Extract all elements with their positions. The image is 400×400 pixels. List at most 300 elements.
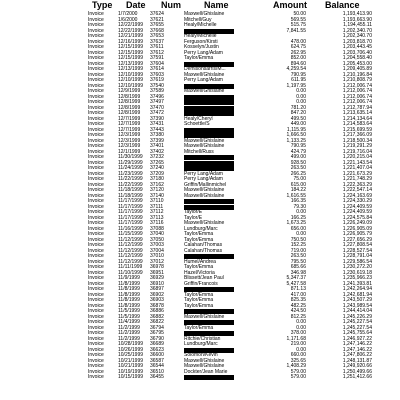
cell-num: 37120 [150, 187, 164, 193]
cell-type: Invoice [88, 335, 104, 342]
cell-date: 1/7/2000 [118, 11, 138, 17]
cell-num: 37402 [150, 148, 164, 155]
cell-name: Mitchell/Guy [184, 16, 212, 23]
cell-date: 12/9/1999 [118, 88, 141, 94]
cell-type: Invoice [88, 170, 104, 177]
cell-type: Invoice [88, 280, 104, 287]
cell-amount: 378.00 [290, 330, 306, 336]
cell-type: Invoice [88, 275, 104, 281]
cell-type: Invoice [88, 357, 104, 364]
cell-balance: 1,212,006.74 [342, 99, 372, 105]
cell-name: Maxwell/Ghislaine [184, 363, 225, 369]
cell-name: Schoettle/S [184, 121, 210, 127]
cell-type: Invoice [88, 214, 104, 221]
cell-balance: 1,221,673.29 [342, 170, 372, 177]
cell-num: 37012 [150, 258, 164, 265]
cell-balance: 1,245,227.54 [342, 324, 372, 331]
cell-date: 12/10/1999 [118, 77, 144, 83]
cell-amount: 795.50 [290, 258, 306, 265]
cell-type: Invoice [88, 38, 104, 45]
cell-date: 11/18/1999 [118, 187, 143, 193]
cell-name: Perry Lang/Adam [184, 176, 223, 182]
cell-num: 37110 [150, 198, 164, 204]
cell-date: 12/7/1999 [118, 121, 141, 127]
table-row [0, 375, 400, 381]
cell-date: 11/24/1999 [118, 165, 143, 171]
cell-name: Taylor/Emma [184, 236, 214, 243]
cell-type: Invoice [88, 110, 104, 116]
cell-balance: 1,249,920.66 [342, 363, 372, 369]
cell-type: Invoice [88, 176, 104, 182]
cell-amount: 0.00 [296, 324, 306, 331]
cell-date: 11/8/1999 [118, 297, 140, 303]
cell-date: 10/15/1999 [118, 374, 144, 380]
col-name-header: Name [204, 0, 229, 10]
cell-date: 12/3/1999 [118, 137, 141, 144]
cell-amount: 1,115.95 [286, 126, 306, 133]
cell-name: Perry Lang/Adam [184, 49, 223, 56]
cell-date: 11/12/1999 [118, 258, 143, 265]
cell-amount: 166.25 [290, 214, 306, 221]
redaction-bar [184, 100, 234, 105]
cell-amount: 0.00 [296, 319, 306, 325]
cell-amount: 1,197.95 [286, 82, 306, 89]
cell-amount: 825.35 [290, 297, 306, 303]
cell-amount: 685.66 [290, 264, 306, 270]
cell-balance: 1,224,409.59 [342, 203, 372, 210]
cell-amount: 266.25 [290, 170, 306, 177]
cell-type: Invoice [88, 341, 104, 347]
cell-num: 37390 [150, 115, 164, 122]
cell-amount: 0.00 [296, 99, 306, 105]
cell-balance: 1,226,905.09 [342, 225, 372, 232]
cell-num: 36886 [150, 308, 164, 314]
cell-date: 12/3/1999 [118, 143, 141, 149]
cell-balance: 1,244,414.04 [342, 308, 372, 314]
cell-amount: 262.95 [290, 49, 306, 56]
cell-amount: 812.25 [290, 313, 306, 320]
cell-date: 10/21/1999 [118, 363, 144, 369]
cell-balance: 1,247,806.22 [342, 352, 372, 358]
cell-date: 11/11/1999 [118, 264, 143, 270]
cell-num: 37612 [150, 49, 164, 56]
cell-num: 37604 [150, 60, 164, 67]
cell-date: 10/19/1999 [118, 368, 144, 375]
cell-amount: 579.00 [290, 374, 306, 380]
cell-type: Invoice [88, 143, 104, 149]
cell-name: Perry Lang/Adam [184, 170, 223, 177]
cell-date: 11/15/1999 [118, 231, 143, 237]
cell-amount: 325.65 [290, 357, 306, 364]
cell-num: 37668 [150, 27, 164, 34]
cell-balance: 1,214,134.64 [342, 115, 372, 122]
cell-num: 37113 [150, 214, 164, 221]
cell-num: 36878 [150, 302, 164, 309]
cell-date: 11/2/1999 [118, 324, 140, 331]
cell-amount: 499.50 [290, 115, 306, 122]
cell-num: 37589 [150, 88, 164, 94]
cell-num: 37050 [150, 236, 164, 243]
cell-amount: 0.00 [296, 88, 306, 94]
cell-num: 37653 [150, 33, 164, 39]
cell-balance: 1,213,635.14 [342, 110, 372, 116]
redaction-bar [184, 95, 234, 100]
cell-balance: 1,220,215.04 [342, 154, 372, 160]
cell-amount: 0.00 [296, 93, 306, 100]
cell-name: Taylor/E [184, 214, 203, 221]
cell-type: Invoice [88, 203, 104, 210]
cell-date: 11/8/1999 [118, 302, 140, 309]
cell-amount: 1,408.29 [286, 363, 306, 369]
cell-balance: 1,203,706.40 [342, 49, 372, 56]
cell-amount: 4,259.54 [286, 66, 306, 72]
cell-num: 36929 [150, 275, 164, 281]
cell-num: 37637 [150, 38, 164, 45]
cell-name: Calahan/Thomas [184, 247, 223, 254]
cell-type: Invoice [88, 88, 104, 94]
cell-date: 11/16/1999 [118, 225, 143, 232]
cell-type: Invoice [88, 258, 104, 265]
cell-type: Invoice [88, 55, 104, 61]
cell-amount: 750.50 [290, 236, 306, 243]
cell-num: 36794 [150, 324, 164, 331]
cell-name: Ritchie/Christian [184, 335, 221, 342]
cell-type: Invoice [88, 181, 104, 188]
cell-type: Invoice [88, 192, 104, 199]
cell-name: Ferguson/Kirsti [184, 38, 218, 45]
cell-name: Solomon/Kevin [184, 352, 218, 358]
cell-balance: 1,209,405.89 [342, 66, 372, 72]
cell-num: 37603 [150, 71, 164, 78]
cell-num: 37497 [150, 99, 164, 105]
cell-num: 36623 [150, 346, 164, 353]
cell-num: 37232 [150, 154, 164, 160]
cell-type: Invoice [88, 313, 104, 320]
cell-balance: 1,204,558.40 [342, 55, 372, 61]
cell-date: 10/25/1999 [118, 352, 144, 358]
cell-date: 11/5/1999 [118, 308, 140, 314]
cell-amount: 790.95 [290, 143, 306, 149]
cell-amount: 624.75 [290, 44, 306, 50]
cell-amount: 5,347.37 [286, 275, 306, 281]
cell-num: 37621 [150, 16, 164, 23]
cell-balance: 1,242,264.94 [342, 286, 372, 292]
cell-date: 12/7/1999 [118, 126, 141, 133]
cell-type: Invoice [88, 148, 104, 155]
cell-date: 1/6/2000 [118, 16, 138, 23]
cell-amount: 1,666.50 [286, 132, 306, 138]
cell-amount: 781.20 [290, 104, 306, 111]
cell-amount: 569.55 [290, 16, 306, 23]
cell-amount: 184.22 [290, 187, 306, 193]
cell-type: Invoice [88, 247, 104, 254]
cell-num: 36795 [150, 330, 164, 336]
cell-type: Invoice [88, 319, 104, 325]
cell-amount: 1,133.25 [286, 137, 306, 144]
cell-balance: 1,224,163.69 [342, 192, 372, 199]
cell-amount: 478.00 [290, 38, 306, 45]
cell-num: 36903 [150, 297, 164, 303]
cell-amount: 79.30 [293, 203, 306, 210]
cell-date: 12/16/1999 [118, 38, 144, 45]
cell-name: Maxwell/Ghislaine [184, 357, 225, 364]
cell-balance: 1,215,699.59 [342, 126, 372, 133]
cell-date: 12/7/1999 [118, 115, 141, 122]
cell-balance: 1,245,226.29 [342, 313, 372, 320]
redaction-bar [184, 199, 234, 204]
cell-date: 12/21/1999 [118, 33, 144, 39]
cell-balance: 1,229,586.54 [342, 258, 372, 265]
cell-num: 37624 [150, 11, 164, 17]
cell-balance: 1,212,006.74 [342, 82, 372, 89]
cell-name: Taylor/Emma [184, 302, 214, 309]
cell-date: 12/10/1999 [118, 71, 144, 78]
cell-date: 11/22/1999 [118, 176, 143, 182]
cell-name: Maxwell/Ghislaine [184, 137, 225, 144]
cell-balance: 1,243,507.29 [342, 297, 372, 303]
table-header [0, 0, 400, 11]
cell-name: Griffin/Mallinmichel [184, 181, 227, 188]
cell-amount: 449.00 [290, 121, 306, 127]
cell-date: 10/21/1999 [118, 357, 144, 364]
cell-amount: 852.00 [290, 55, 306, 61]
cell-amount: 0.00 [296, 346, 306, 353]
cell-date: 11/22/1999 [118, 181, 143, 188]
cell-name: Taylor/Emma [184, 231, 214, 237]
cell-name: Hazel/Victoria [184, 269, 215, 276]
cell-num: 37111 [150, 203, 164, 210]
cell-amount: 515.75 [290, 22, 306, 28]
cell-type: Invoice [88, 220, 104, 226]
cell-name: Maxwell/Ghislaine [184, 187, 225, 193]
cell-balance: 1,230,272.20 [342, 264, 372, 270]
cell-balance: 1,212,006.74 [342, 88, 372, 94]
cell-balance: 1,247,146.22 [342, 346, 372, 353]
cell-balance: 1,227,808.54 [342, 242, 372, 248]
cell-date: 11/17/1999 [118, 209, 143, 215]
cell-balance: 1,247,146.22 [342, 341, 372, 347]
cell-num: 36587 [150, 357, 164, 364]
cell-balance: 1,243,989.54 [342, 302, 372, 309]
cell-type: Invoice [88, 93, 104, 100]
cell-num: 36689 [150, 341, 164, 347]
cell-num: 36978 [150, 264, 164, 270]
cell-balance: 1,221,748.29 [342, 176, 372, 182]
cell-num: 37003 [150, 242, 164, 248]
cell-num: 37496 [150, 93, 164, 100]
cell-num: 37116 [150, 220, 164, 226]
cell-balance: 1,221,143.54 [342, 159, 372, 166]
cell-type: Invoice [88, 27, 104, 34]
cell-type: Invoice [88, 137, 104, 144]
cell-type: Invoice [88, 346, 104, 353]
cell-name: Dockter/Jean Marie [184, 368, 228, 375]
cell-num: 37591 [150, 55, 164, 61]
col-balance-header: Balance [325, 0, 360, 10]
cell-date: 11/12/1999 [118, 242, 143, 248]
cell-num: 36600 [150, 352, 164, 358]
cell-type: Invoice [88, 330, 104, 336]
cell-num: 37040 [150, 231, 164, 237]
cell-balance: 1,203,443.45 [342, 44, 372, 50]
cell-amount: 482.25 [290, 302, 306, 309]
cell-type: Invoice [88, 44, 104, 50]
cell-amount: 5,427.58 [286, 280, 306, 287]
cell-num: 36910 [150, 280, 164, 287]
cell-type: Invoice [88, 352, 104, 358]
cell-type: Invoice [88, 82, 104, 89]
cell-name: Maxwell/Ghislaine [184, 143, 225, 149]
cell-amount: 424.50 [290, 308, 306, 314]
cell-amount: 0.00 [296, 231, 306, 237]
cell-balance: 1,246,927.22 [342, 335, 372, 342]
cell-date: 11/8/1999 [118, 291, 140, 298]
cell-date: 12/3/1999 [118, 132, 141, 138]
cell-type: Invoice [88, 16, 104, 23]
cell-balance: 1,214,583.64 [342, 121, 372, 127]
cell-balance: 1,235,966.23 [342, 275, 372, 281]
cell-name: Maxwell/Ghislaine [184, 313, 225, 320]
cell-num: 37655 [150, 22, 164, 28]
cell-amount: 499.00 [290, 154, 306, 160]
cell-type: Invoice [88, 11, 104, 17]
cell-date: 11/12/1999 [118, 253, 143, 259]
cell-balance: 1,228,527.54 [342, 247, 372, 254]
cell-date: 12/1/1999 [118, 148, 141, 155]
cell-name: Lundburg/Marc [184, 225, 218, 232]
cell-amount: 263.50 [290, 165, 306, 171]
cell-balance: 1,221,407.04 [342, 165, 372, 171]
cell-name: Kosselyn/Justin [184, 44, 219, 50]
cell-amount: 263.50 [290, 253, 306, 259]
cell-date: 11/23/1999 [118, 170, 143, 177]
cell-date: 11/2/1999 [118, 335, 140, 342]
cell-name: Maxwell/Ghislaine [184, 71, 225, 78]
cell-num: 36790 [150, 335, 164, 342]
cell-num: 37540 [150, 82, 164, 89]
cell-balance: 1,224,575.84 [342, 214, 372, 221]
cell-name: Demisonsarris/M... [184, 66, 226, 72]
cell-type: Invoice [88, 154, 104, 160]
cell-name: Maxwell/Ghislaine [184, 11, 225, 17]
cell-date: 11/17/1999 [118, 203, 143, 210]
redaction-bar [184, 375, 234, 380]
cell-balance: 1,193,413.90 [342, 11, 372, 17]
cell-balance: 1,222,547.14 [342, 187, 372, 193]
cell-num: 37004 [150, 247, 164, 254]
redaction-bar [184, 128, 234, 133]
cell-type: Invoice [88, 198, 104, 204]
cell-amount: 7,841.55 [286, 27, 306, 34]
cell-amount: 1,616.55 [286, 192, 306, 199]
cell-amount: 0.00 [296, 209, 306, 215]
cell-type: Invoice [88, 33, 104, 39]
cell-num: 36902 [150, 291, 164, 298]
cell-name: Taylor/Emma [184, 324, 214, 331]
cell-num: 36897 [150, 286, 164, 292]
cell-balance: 1,202,340.70 [342, 33, 372, 39]
cell-amount: 615.00 [290, 181, 306, 188]
cell-type: Invoice [88, 66, 104, 72]
cell-amount: 611.95 [291, 77, 306, 83]
cell-balance: 1,245,227.54 [342, 319, 372, 325]
cell-amount: 75.00 [293, 176, 306, 182]
cell-amount: 790.95 [290, 71, 306, 78]
cell-balance: 1,226,249.09 [342, 220, 372, 226]
cell-name: Healy/Cheryl [184, 115, 213, 122]
cell-balance: 1,228,791.04 [342, 253, 372, 259]
cell-amount: 656.00 [290, 225, 306, 232]
cell-type: Invoice [88, 104, 104, 111]
cell-balance: 1,193,663.90 [342, 16, 372, 23]
cell-num: 37010 [150, 253, 164, 259]
cell-date: 11/8/1999 [118, 286, 140, 292]
cell-name: Taylor/Emma [184, 55, 214, 61]
cell-amount: 660.00 [290, 352, 306, 358]
cell-num: 37611 [150, 44, 164, 50]
cell-date: 11/17/1999 [118, 214, 143, 221]
cell-amount: 346.98 [290, 269, 306, 276]
cell-date: 11/17/1999 [118, 198, 143, 204]
cell-name: Perry Lang/Adam [184, 77, 223, 83]
cell-date: 11/29/1999 [118, 159, 143, 166]
cell-date: 12/13/1999 [118, 66, 144, 72]
cell-num: 37619 [150, 77, 164, 83]
cell-balance: 1,210,808.79 [342, 77, 372, 83]
cell-amount: 847.20 [290, 110, 306, 116]
cell-name: Healy/Michelle [184, 22, 217, 28]
cell-type: Invoice [88, 187, 104, 193]
cell-balance: 1,224,330.29 [342, 198, 372, 204]
cell-amount: 166.35 [290, 198, 306, 204]
cell-date: 11/4/1999 [118, 319, 140, 325]
cell-balance: 1,248,131.87 [342, 357, 372, 364]
cell-type: Invoice [88, 368, 104, 375]
cell-amount: 719.00 [290, 247, 306, 254]
cell-balance: 1,251,412.66 [342, 374, 372, 380]
cell-amount: 1,171.68 [286, 335, 306, 342]
cell-date: 11/8/1999 [118, 280, 140, 287]
cell-type: Invoice [88, 231, 104, 237]
cell-date: 11/12/1999 [118, 236, 143, 243]
cell-date: 11/12/1999 [118, 247, 143, 254]
cell-type: Invoice [88, 242, 104, 248]
cell-date: 12/8/1999 [118, 104, 141, 111]
cell-type: Invoice [88, 209, 104, 215]
cell-type: Invoice [88, 99, 104, 105]
cell-balance: 1,212,787.94 [342, 104, 372, 111]
cell-name: Taylor/Emma [184, 264, 214, 270]
cell-num: 36455 [150, 374, 164, 380]
cell-balance: 1,230,619.18 [342, 269, 372, 276]
cell-name: Maxwell/Ghislaine [184, 88, 225, 94]
cell-type: Invoice [88, 363, 104, 369]
cell-num: 37162 [150, 181, 164, 188]
cell-amount: 219.00 [290, 341, 306, 347]
col-type-header: Type [92, 0, 113, 10]
cell-date: 12/13/1999 [118, 60, 144, 67]
cell-date: 12/15/1999 [118, 44, 144, 50]
cell-balance: 1,212,006.74 [342, 93, 372, 100]
cell-date: 11/2/1999 [118, 330, 140, 336]
cell-balance: 1,219,716.04 [342, 148, 372, 155]
cell-type: Invoice [88, 253, 104, 259]
cell-num: 37614 [150, 66, 164, 72]
cell-balance: 1,227,656.29 [342, 236, 372, 243]
cell-name: Taylor/E [184, 209, 203, 215]
cell-name: Griffin/Francois [184, 280, 218, 287]
cell-balance: 1,245,755.64 [342, 330, 372, 336]
